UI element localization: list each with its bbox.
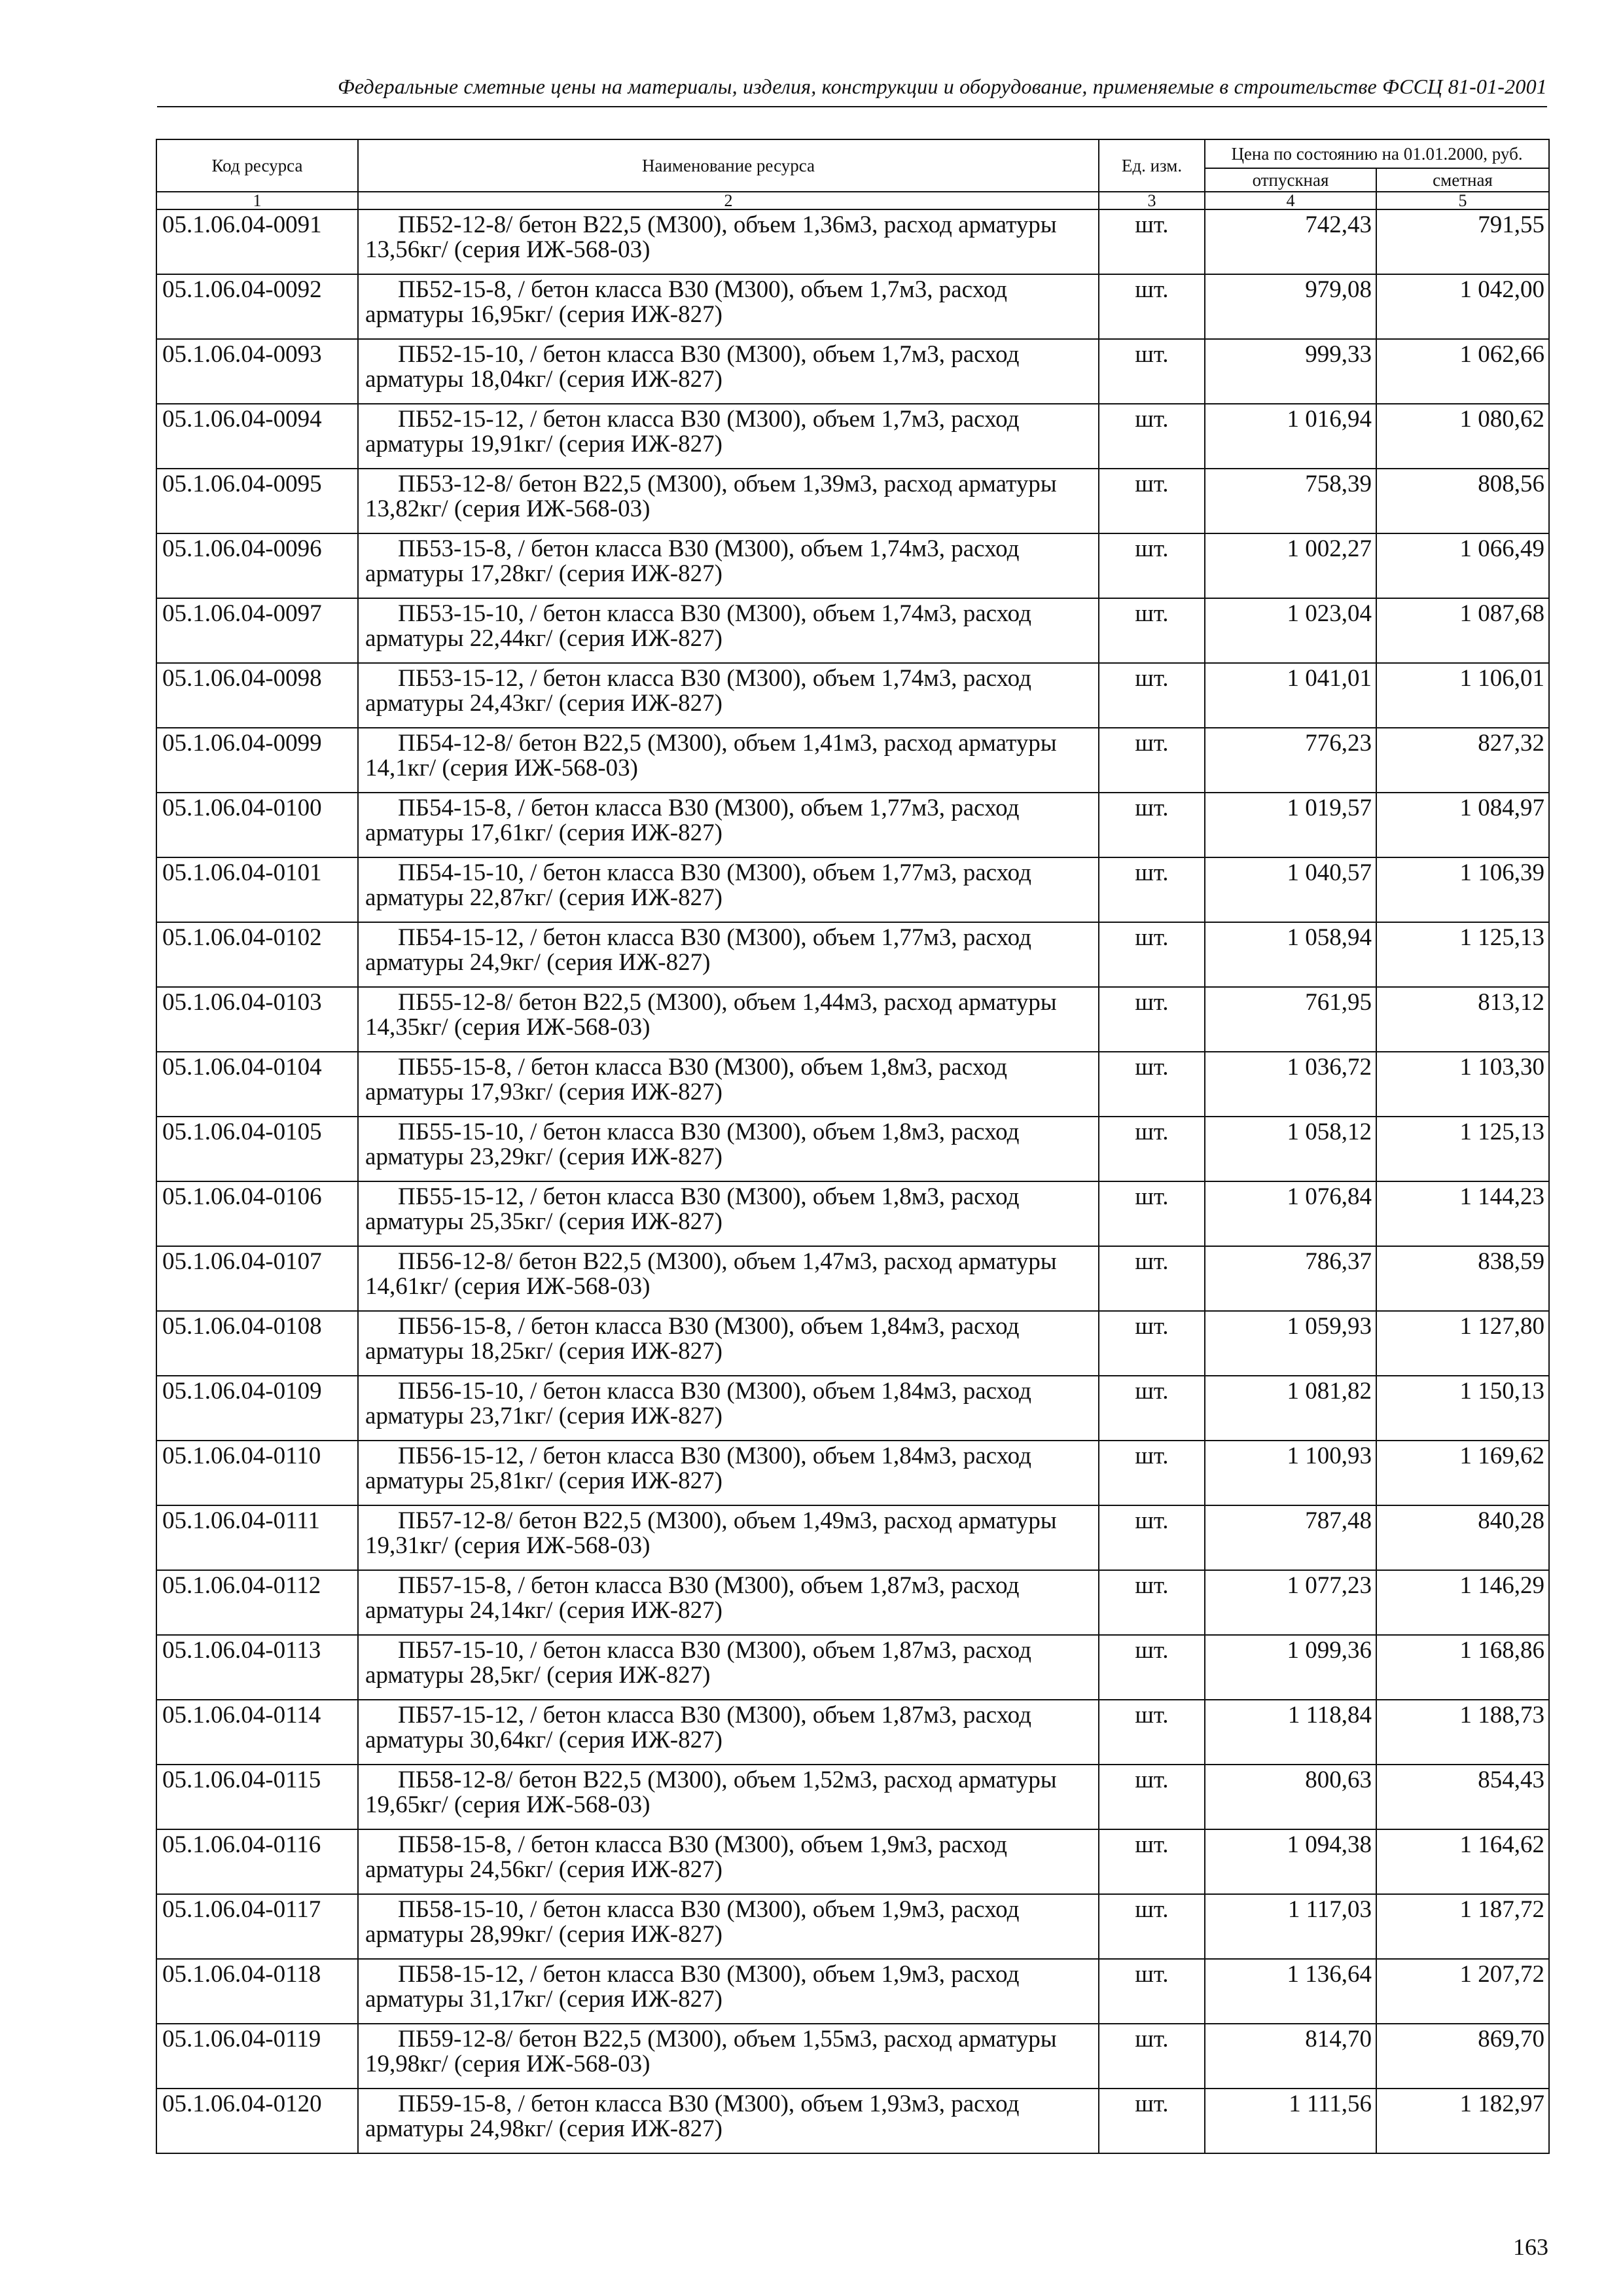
cell-release-price: 1 081,82 xyxy=(1205,1376,1376,1441)
cell-estimate-price: 1 066,49 xyxy=(1376,533,1549,598)
cell-resource-name: ПБ58-15-8, / бетон класса В30 (М300), объем 1,9м3, расход арматуры 24,56кг/ (серия ИЖ-827) xyxy=(358,1829,1099,1894)
cell-unit: шт. xyxy=(1099,274,1205,339)
cell-resource-code: 05.1.06.04-0117 xyxy=(156,1894,358,1959)
cell-resource-code: 05.1.06.04-0109 xyxy=(156,1376,358,1441)
cell-estimate-price: 1 125,13 xyxy=(1376,922,1549,987)
cell-estimate-price: 1 103,30 xyxy=(1376,1052,1549,1117)
table-row xyxy=(156,1700,1549,1765)
table-row xyxy=(156,2089,1549,2153)
cell-resource-name: ПБ52-15-10, / бетон класса В30 (М300), объем 1,7м3, расход арматуры 18,04кг/ (серия ИЖ-827) xyxy=(358,339,1099,404)
cell-estimate-price: 840,28 xyxy=(1376,1505,1549,1570)
cell-resource-name: ПБ59-15-8, / бетон класса В30 (М300), объем 1,93м3, расход арматуры 24,98кг/ (серия ИЖ-827) xyxy=(358,2089,1099,2153)
cell-release-price: 1 099,36 xyxy=(1205,1635,1376,1700)
column-number: 2 xyxy=(358,192,1099,209)
cell-unit: шт. xyxy=(1099,339,1205,404)
cell-resource-name: ПБ54-15-12, / бетон класса В30 (М300), объем 1,77м3, расход арматуры 24,9кг/ (серия ИЖ-827) xyxy=(358,922,1099,987)
header-unit: Ед. изм. xyxy=(1099,139,1205,192)
cell-resource-name: ПБ57-15-10, / бетон класса В30 (М300), объем 1,87м3, расход арматуры 28,5кг/ (серия ИЖ-827) xyxy=(358,1635,1099,1700)
table-body xyxy=(156,209,1549,2153)
page-number: 163 xyxy=(1513,2234,1548,2260)
cell-resource-name: ПБ58-15-10, / бетон класса В30 (М300), объем 1,9м3, расход арматуры 28,99кг/ (серия ИЖ-827) xyxy=(358,1894,1099,1959)
cell-resource-name: ПБ59-12-8/ бетон В22,5 (М300), объем 1,55м3, расход арматуры 19,98кг/ (серия ИЖ-568-03) xyxy=(358,2024,1099,2089)
column-number: 5 xyxy=(1376,192,1549,209)
cell-resource-name: ПБ54-15-8, / бетон класса В30 (М300), объем 1,77м3, расход арматуры 17,61кг/ (серия ИЖ-827) xyxy=(358,793,1099,857)
cell-resource-name: ПБ57-15-8, / бетон класса В30 (М300), объем 1,87м3, расход арматуры 24,14кг/ (серия ИЖ-827) xyxy=(358,1570,1099,1635)
table-row xyxy=(156,1052,1549,1117)
cell-estimate-price: 1 062,66 xyxy=(1376,339,1549,404)
cell-resource-name: ПБ53-15-12, / бетон класса В30 (М300), объем 1,74м3, расход арматуры 24,43кг/ (серия ИЖ-827) xyxy=(358,663,1099,728)
cell-unit: шт. xyxy=(1099,209,1205,274)
cell-release-price: 999,33 xyxy=(1205,339,1376,404)
cell-release-price: 786,37 xyxy=(1205,1246,1376,1311)
cell-resource-name: ПБ56-15-12, / бетон класса В30 (М300), объем 1,84м3, расход арматуры 25,81кг/ (серия ИЖ-827) xyxy=(358,1441,1099,1505)
cell-resource-code: 05.1.06.04-0118 xyxy=(156,1959,358,2024)
cell-estimate-price: 1 182,97 xyxy=(1376,2089,1549,2153)
cell-resource-name: ПБ52-12-8/ бетон В22,5 (М300), объем 1,36м3, расход арматуры 13,56кг/ (серия ИЖ-568-03) xyxy=(358,209,1099,274)
cell-unit: шт. xyxy=(1099,1765,1205,1829)
cell-estimate-price: 1 144,23 xyxy=(1376,1181,1549,1246)
cell-release-price: 758,39 xyxy=(1205,469,1376,533)
cell-estimate-price: 1 188,73 xyxy=(1376,1700,1549,1765)
header-release-price: отпускная xyxy=(1205,168,1376,192)
cell-resource-name: ПБ58-12-8/ бетон В22,5 (М300), объем 1,52м3, расход арматуры 19,65кг/ (серия ИЖ-568-03) xyxy=(358,1765,1099,1829)
cell-release-price: 1 118,84 xyxy=(1205,1700,1376,1765)
cell-resource-name: ПБ53-12-8/ бетон В22,5 (М300), объем 1,39м3, расход арматуры 13,82кг/ (серия ИЖ-568-03) xyxy=(358,469,1099,533)
cell-unit: шт. xyxy=(1099,2024,1205,2089)
cell-release-price: 1 019,57 xyxy=(1205,793,1376,857)
cell-resource-code: 05.1.06.04-0111 xyxy=(156,1505,358,1570)
cell-release-price: 1 111,56 xyxy=(1205,2089,1376,2153)
cell-estimate-price: 838,59 xyxy=(1376,1246,1549,1311)
table-row xyxy=(156,857,1549,922)
table-row xyxy=(156,922,1549,987)
header-rule xyxy=(157,106,1547,107)
cell-unit: шт. xyxy=(1099,2089,1205,2153)
price-table xyxy=(156,139,1550,2154)
cell-unit: шт. xyxy=(1099,469,1205,533)
cell-estimate-price: 1 084,97 xyxy=(1376,793,1549,857)
table-row xyxy=(156,1570,1549,1635)
cell-resource-name: ПБ54-12-8/ бетон В22,5 (М300), объем 1,41м3, расход арматуры 14,1кг/ (серия ИЖ-568-03) xyxy=(358,728,1099,793)
table-row xyxy=(156,469,1549,533)
cell-resource-code: 05.1.06.04-0095 xyxy=(156,469,358,533)
cell-estimate-price: 791,55 xyxy=(1376,209,1549,274)
table-row xyxy=(156,1894,1549,1959)
cell-release-price: 1 058,94 xyxy=(1205,922,1376,987)
cell-resource-name: ПБ58-15-12, / бетон класса В30 (М300), объем 1,9м3, расход арматуры 31,17кг/ (серия ИЖ-827) xyxy=(358,1959,1099,2024)
cell-resource-code: 05.1.06.04-0116 xyxy=(156,1829,358,1894)
table-row xyxy=(156,987,1549,1052)
cell-estimate-price: 827,32 xyxy=(1376,728,1549,793)
cell-estimate-price: 1 125,13 xyxy=(1376,1117,1549,1181)
cell-release-price: 1 094,38 xyxy=(1205,1829,1376,1894)
cell-resource-name: ПБ52-15-8, / бетон класса В30 (М300), объем 1,7м3, расход арматуры 16,95кг/ (серия ИЖ-827) xyxy=(358,274,1099,339)
cell-estimate-price: 869,70 xyxy=(1376,2024,1549,2089)
cell-unit: шт. xyxy=(1099,1376,1205,1441)
table-row xyxy=(156,728,1549,793)
cell-estimate-price: 813,12 xyxy=(1376,987,1549,1052)
cell-estimate-price: 1 042,00 xyxy=(1376,274,1549,339)
table-row xyxy=(156,1311,1549,1376)
cell-unit: шт. xyxy=(1099,1829,1205,1894)
table-row xyxy=(156,1117,1549,1181)
table-row xyxy=(156,1181,1549,1246)
cell-unit: шт. xyxy=(1099,1635,1205,1700)
column-number: 1 xyxy=(156,192,358,209)
cell-resource-name: ПБ56-12-8/ бетон В22,5 (М300), объем 1,47м3, расход арматуры 14,61кг/ (серия ИЖ-568-03) xyxy=(358,1246,1099,1311)
header-code: Код ресурса xyxy=(156,139,358,192)
cell-resource-name: ПБ55-12-8/ бетон В22,5 (М300), объем 1,44м3, расход арматуры 14,35кг/ (серия ИЖ-568-03) xyxy=(358,987,1099,1052)
cell-estimate-price: 1 207,72 xyxy=(1376,1959,1549,2024)
cell-unit: шт. xyxy=(1099,1181,1205,1246)
cell-release-price: 1 016,94 xyxy=(1205,404,1376,469)
header-estimate-price: сметная xyxy=(1376,168,1549,192)
cell-resource-code: 05.1.06.04-0113 xyxy=(156,1635,358,1700)
table-row xyxy=(156,2024,1549,2089)
cell-resource-name: ПБ56-15-8, / бетон класса В30 (М300), объем 1,84м3, расход арматуры 18,25кг/ (серия ИЖ-827) xyxy=(358,1311,1099,1376)
table-row xyxy=(156,1765,1549,1829)
cell-resource-name: ПБ53-15-10, / бетон класса В30 (М300), объем 1,74м3, расход арматуры 22,44кг/ (серия ИЖ-827) xyxy=(358,598,1099,663)
cell-resource-name: ПБ56-15-10, / бетон класса В30 (М300), объем 1,84м3, расход арматуры 23,71кг/ (серия ИЖ-827) xyxy=(358,1376,1099,1441)
cell-resource-code: 05.1.06.04-0096 xyxy=(156,533,358,598)
cell-release-price: 1 041,01 xyxy=(1205,663,1376,728)
header-price-group: Цена по состоянию на 01.01.2000, руб. xyxy=(1205,139,1549,168)
table-row xyxy=(156,1505,1549,1570)
cell-resource-name: ПБ54-15-10, / бетон класса В30 (М300), объем 1,77м3, расход арматуры 22,87кг/ (серия ИЖ-827) xyxy=(358,857,1099,922)
cell-estimate-price: 1 164,62 xyxy=(1376,1829,1549,1894)
cell-unit: шт. xyxy=(1099,857,1205,922)
header-name: Наименование ресурса xyxy=(358,139,1099,192)
cell-estimate-price: 854,43 xyxy=(1376,1765,1549,1829)
table-row xyxy=(156,1829,1549,1894)
cell-estimate-price: 1 106,01 xyxy=(1376,663,1549,728)
cell-unit: шт. xyxy=(1099,1894,1205,1959)
cell-estimate-price: 1 168,86 xyxy=(1376,1635,1549,1700)
cell-resource-code: 05.1.06.04-0103 xyxy=(156,987,358,1052)
cell-release-price: 1 136,64 xyxy=(1205,1959,1376,2024)
cell-unit: шт. xyxy=(1099,1117,1205,1181)
table-row xyxy=(156,339,1549,404)
cell-release-price: 742,43 xyxy=(1205,209,1376,274)
cell-estimate-price: 1 150,13 xyxy=(1376,1376,1549,1441)
cell-resource-code: 05.1.06.04-0094 xyxy=(156,404,358,469)
cell-release-price: 1 100,93 xyxy=(1205,1441,1376,1505)
cell-resource-name: ПБ52-15-12, / бетон класса В30 (М300), объем 1,7м3, расход арматуры 19,91кг/ (серия ИЖ-827) xyxy=(358,404,1099,469)
table-row xyxy=(156,1376,1549,1441)
cell-resource-code: 05.1.06.04-0097 xyxy=(156,598,358,663)
cell-unit: шт. xyxy=(1099,793,1205,857)
cell-unit: шт. xyxy=(1099,1311,1205,1376)
cell-resource-code: 05.1.06.04-0104 xyxy=(156,1052,358,1117)
cell-unit: шт. xyxy=(1099,663,1205,728)
cell-unit: шт. xyxy=(1099,533,1205,598)
cell-release-price: 761,95 xyxy=(1205,987,1376,1052)
cell-resource-name: ПБ57-12-8/ бетон В22,5 (М300), объем 1,49м3, расход арматуры 19,31кг/ (серия ИЖ-568-03) xyxy=(358,1505,1099,1570)
cell-release-price: 1 058,12 xyxy=(1205,1117,1376,1181)
cell-resource-code: 05.1.06.04-0107 xyxy=(156,1246,358,1311)
cell-unit: шт. xyxy=(1099,728,1205,793)
cell-unit: шт. xyxy=(1099,1505,1205,1570)
cell-release-price: 787,48 xyxy=(1205,1505,1376,1570)
table-row xyxy=(156,209,1549,274)
cell-resource-code: 05.1.06.04-0092 xyxy=(156,274,358,339)
cell-estimate-price: 1 127,80 xyxy=(1376,1311,1549,1376)
table-row xyxy=(156,533,1549,598)
cell-resource-code: 05.1.06.04-0112 xyxy=(156,1570,358,1635)
cell-resource-code: 05.1.06.04-0099 xyxy=(156,728,358,793)
table-row xyxy=(156,404,1549,469)
cell-unit: шт. xyxy=(1099,1246,1205,1311)
cell-resource-code: 05.1.06.04-0102 xyxy=(156,922,358,987)
cell-resource-code: 05.1.06.04-0098 xyxy=(156,663,358,728)
cell-release-price: 1 117,03 xyxy=(1205,1894,1376,1959)
cell-resource-code: 05.1.06.04-0110 xyxy=(156,1441,358,1505)
cell-unit: шт. xyxy=(1099,922,1205,987)
table-row xyxy=(156,663,1549,728)
cell-release-price: 1 023,04 xyxy=(1205,598,1376,663)
cell-release-price: 979,08 xyxy=(1205,274,1376,339)
cell-release-price: 1 059,93 xyxy=(1205,1311,1376,1376)
cell-release-price: 776,23 xyxy=(1205,728,1376,793)
cell-resource-code: 05.1.06.04-0091 xyxy=(156,209,358,274)
cell-resource-code: 05.1.06.04-0115 xyxy=(156,1765,358,1829)
cell-resource-code: 05.1.06.04-0093 xyxy=(156,339,358,404)
cell-resource-code: 05.1.06.04-0105 xyxy=(156,1117,358,1181)
column-number: 4 xyxy=(1205,192,1376,209)
cell-estimate-price: 1 080,62 xyxy=(1376,404,1549,469)
cell-release-price: 1 040,57 xyxy=(1205,857,1376,922)
cell-estimate-price: 1 087,68 xyxy=(1376,598,1549,663)
cell-unit: шт. xyxy=(1099,1570,1205,1635)
cell-unit: шт. xyxy=(1099,1052,1205,1117)
cell-unit: шт. xyxy=(1099,1441,1205,1505)
cell-release-price: 1 002,27 xyxy=(1205,533,1376,598)
cell-unit: шт. xyxy=(1099,987,1205,1052)
cell-resource-code: 05.1.06.04-0106 xyxy=(156,1181,358,1246)
cell-resource-code: 05.1.06.04-0119 xyxy=(156,2024,358,2089)
cell-resource-code: 05.1.06.04-0100 xyxy=(156,793,358,857)
cell-unit: шт. xyxy=(1099,1700,1205,1765)
cell-estimate-price: 1 187,72 xyxy=(1376,1894,1549,1959)
cell-resource-name: ПБ53-15-8, / бетон класса В30 (М300), объем 1,74м3, расход арматуры 17,28кг/ (серия ИЖ-827) xyxy=(358,533,1099,598)
table-row xyxy=(156,274,1549,339)
cell-resource-code: 05.1.06.04-0114 xyxy=(156,1700,358,1765)
cell-release-price: 1 036,72 xyxy=(1205,1052,1376,1117)
cell-resource-code: 05.1.06.04-0120 xyxy=(156,2089,358,2153)
cell-unit: шт. xyxy=(1099,404,1205,469)
table-row xyxy=(156,1441,1549,1505)
cell-unit: шт. xyxy=(1099,598,1205,663)
table-row xyxy=(156,1246,1549,1311)
cell-resource-name: ПБ55-15-12, / бетон класса В30 (М300), объем 1,8м3, расход арматуры 25,35кг/ (серия ИЖ-827) xyxy=(358,1181,1099,1246)
cell-release-price: 1 077,23 xyxy=(1205,1570,1376,1635)
running-header: Федеральные сметные цены на материалы, изделия, конструкции и оборудование, применяемые в строительстве ФССЦ 81-01-2001 xyxy=(337,75,1547,98)
cell-resource-code: 05.1.06.04-0101 xyxy=(156,857,358,922)
cell-estimate-price: 1 106,39 xyxy=(1376,857,1549,922)
cell-estimate-price: 808,56 xyxy=(1376,469,1549,533)
cell-resource-name: ПБ55-15-8, / бетон класса В30 (М300), объем 1,8м3, расход арматуры 17,93кг/ (серия ИЖ-827) xyxy=(358,1052,1099,1117)
table-row xyxy=(156,793,1549,857)
cell-unit: шт. xyxy=(1099,1959,1205,2024)
cell-resource-name: ПБ57-15-12, / бетон класса В30 (М300), объем 1,87м3, расход арматуры 30,64кг/ (серия ИЖ-827) xyxy=(358,1700,1099,1765)
table-row xyxy=(156,1635,1549,1700)
table-row xyxy=(156,1959,1549,2024)
cell-estimate-price: 1 146,29 xyxy=(1376,1570,1549,1635)
cell-release-price: 1 076,84 xyxy=(1205,1181,1376,1246)
table-row xyxy=(156,598,1549,663)
cell-release-price: 800,63 xyxy=(1205,1765,1376,1829)
cell-resource-name: ПБ55-15-10, / бетон класса В30 (М300), объем 1,8м3, расход арматуры 23,29кг/ (серия ИЖ-827) xyxy=(358,1117,1099,1181)
cell-release-price: 814,70 xyxy=(1205,2024,1376,2089)
cell-resource-code: 05.1.06.04-0108 xyxy=(156,1311,358,1376)
column-number: 3 xyxy=(1099,192,1205,209)
cell-estimate-price: 1 169,62 xyxy=(1376,1441,1549,1505)
